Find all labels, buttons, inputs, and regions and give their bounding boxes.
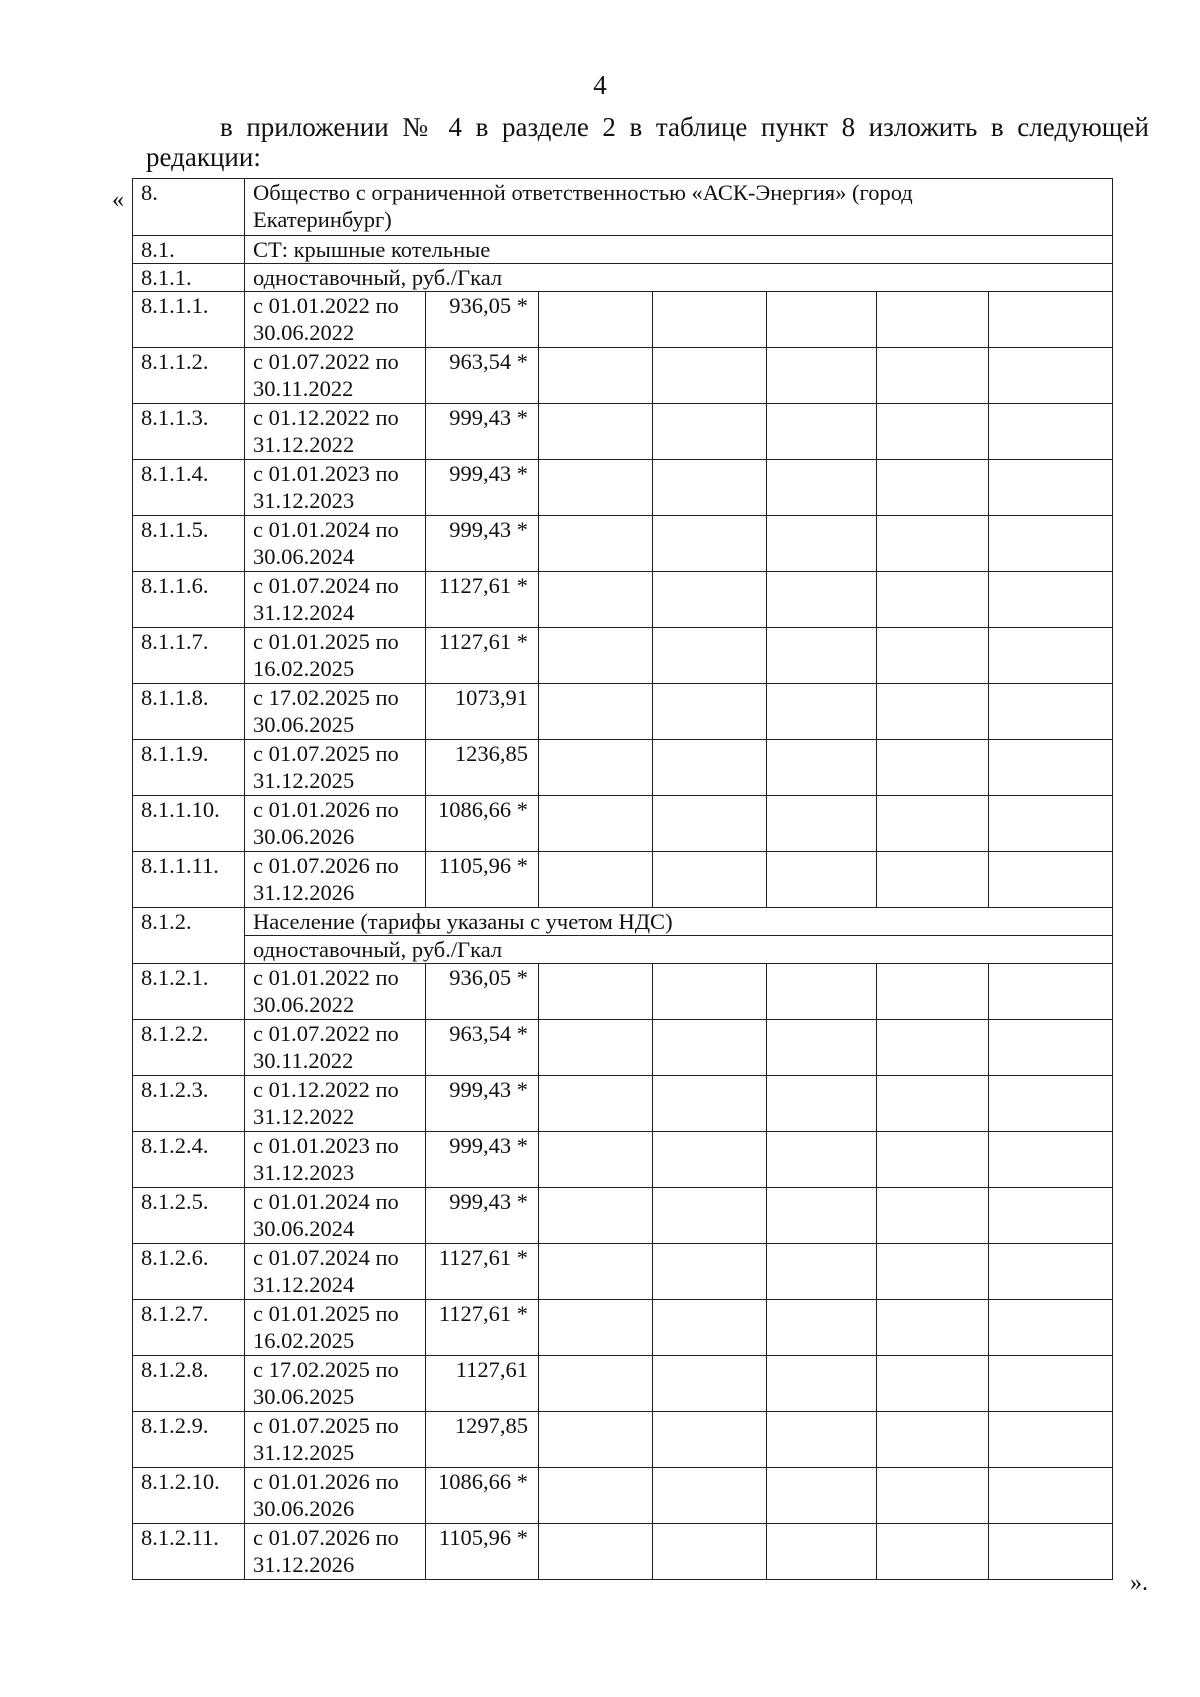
section-code: 8.1.2.	[133, 908, 245, 964]
row-code: 8.1.2.9.	[133, 1412, 245, 1468]
empty-cell	[877, 572, 989, 628]
row-code: 8.1.2.7.	[133, 1300, 245, 1356]
section-row	[133, 236, 1113, 264]
empty-cell	[989, 684, 1113, 740]
table-row	[133, 516, 1113, 572]
empty-cell	[653, 1132, 767, 1188]
row-code: 8.1.1.5.	[133, 516, 245, 572]
row-tariff-value: 999,43 *	[426, 1132, 539, 1188]
empty-cell	[767, 740, 877, 796]
empty-cell	[877, 684, 989, 740]
period-to: 30.06.2024	[253, 1216, 355, 1241]
row-tariff-value: 1127,61 *	[426, 1244, 539, 1300]
tariff-table	[132, 178, 1113, 1580]
period-to: 31.12.2023	[253, 488, 355, 513]
period-from: с 01.07.2024 по	[253, 573, 399, 598]
row-code: 8.1.1.7.	[133, 628, 245, 684]
row-code: 8.1.2.8.	[133, 1356, 245, 1412]
empty-cell	[539, 684, 653, 740]
empty-cell	[989, 1468, 1113, 1524]
empty-cell	[653, 1412, 767, 1468]
row-code: 8.1.2.2.	[133, 1020, 245, 1076]
period-to: 30.06.2025	[253, 1384, 355, 1409]
empty-cell	[767, 628, 877, 684]
period-to: 31.12.2025	[253, 1440, 355, 1465]
period-to: 30.06.2022	[253, 320, 355, 345]
empty-cell	[539, 1356, 653, 1412]
empty-cell	[877, 1244, 989, 1300]
row-code: 8.1.1.4.	[133, 460, 245, 516]
row-tariff-value: 1105,96 *	[426, 1524, 539, 1580]
row-tariff-value: 1127,61	[426, 1356, 539, 1412]
empty-cell	[989, 404, 1113, 460]
empty-cell	[539, 964, 653, 1020]
empty-cell	[539, 572, 653, 628]
empty-cell	[767, 292, 877, 348]
row-code: 8.1.2.10.	[133, 1468, 245, 1524]
period-to: 31.12.2023	[253, 1160, 355, 1185]
empty-cell	[539, 292, 653, 348]
row-period	[245, 1356, 426, 1412]
row-tariff-value: 1127,61 *	[426, 572, 539, 628]
row-period	[245, 964, 426, 1020]
row-tariff-value: 1086,66 *	[426, 1468, 539, 1524]
empty-cell	[877, 796, 989, 852]
empty-cell	[767, 684, 877, 740]
period-from: с 01.07.2022 по	[253, 349, 399, 374]
intro-paragraph: в приложении № 4 в разделе 2 в таблице пункт 8 изложить в следующей редакции:	[146, 112, 1149, 172]
org-name-line1: Общество с ограниченной ответственностью «АСК-Энергия» (город	[253, 180, 913, 205]
row-code: 8.1.2.6.	[133, 1244, 245, 1300]
row-code: 8.1.1.1.	[133, 292, 245, 348]
empty-cell	[877, 404, 989, 460]
table-row	[133, 1244, 1113, 1300]
empty-cell	[767, 964, 877, 1020]
empty-cell	[989, 292, 1113, 348]
empty-cell	[877, 292, 989, 348]
empty-cell	[653, 460, 767, 516]
row-tariff-value: 1073,91	[426, 684, 539, 740]
period-from: с 01.07.2025 по	[253, 741, 399, 766]
row-code: 8.1.1.6.	[133, 572, 245, 628]
empty-cell	[653, 796, 767, 852]
empty-cell	[539, 1188, 653, 1244]
table-row	[133, 1356, 1113, 1412]
row-tariff-value: 1297,85	[426, 1412, 539, 1468]
empty-cell	[989, 1020, 1113, 1076]
empty-cell	[767, 1300, 877, 1356]
empty-cell	[653, 740, 767, 796]
empty-cell	[767, 852, 877, 908]
empty-cell	[539, 740, 653, 796]
period-from: с 01.07.2026 по	[253, 853, 399, 878]
empty-cell	[877, 964, 989, 1020]
empty-cell	[877, 1132, 989, 1188]
subsection-row	[133, 936, 1113, 964]
empty-cell	[767, 1132, 877, 1188]
empty-cell	[877, 1020, 989, 1076]
subsection-title: одноставочный, руб./Гкал	[245, 264, 1113, 292]
period-from: с 01.07.2025 по	[253, 1413, 399, 1438]
empty-cell	[989, 1300, 1113, 1356]
row-tariff-value: 999,43 *	[426, 460, 539, 516]
period-from: с 01.01.2024 по	[253, 1189, 399, 1214]
row-code: 8.1.2.4.	[133, 1132, 245, 1188]
row-code: 8.1.1.10.	[133, 796, 245, 852]
section-title: Население (тарифы указаны с учетом НДС)	[245, 908, 1113, 936]
period-to: 31.12.2026	[253, 880, 355, 905]
row-tariff-value: 999,43 *	[426, 516, 539, 572]
empty-cell	[877, 460, 989, 516]
org-name	[245, 179, 1113, 236]
empty-cell	[767, 516, 877, 572]
table-row	[133, 1132, 1113, 1188]
period-from: с 01.07.2022 по	[253, 1021, 399, 1046]
table-row	[133, 684, 1113, 740]
empty-cell	[767, 572, 877, 628]
row-tariff-value: 999,43 *	[426, 404, 539, 460]
empty-cell	[767, 1020, 877, 1076]
row-period	[245, 1076, 426, 1132]
section-code: 8.1.	[133, 236, 245, 264]
period-to: 30.11.2022	[253, 376, 354, 401]
period-to: 30.06.2026	[253, 1496, 355, 1521]
row-period	[245, 404, 426, 460]
table-row	[133, 1412, 1113, 1468]
row-tariff-value: 999,43 *	[426, 1188, 539, 1244]
empty-cell	[989, 516, 1113, 572]
period-from: с 01.12.2022 по	[253, 405, 399, 430]
empty-cell	[539, 1524, 653, 1580]
empty-cell	[653, 1076, 767, 1132]
row-tariff-value: 963,54 *	[426, 348, 539, 404]
period-from: с 17.02.2025 по	[253, 685, 399, 710]
period-to: 31.12.2022	[253, 1104, 355, 1129]
empty-cell	[539, 348, 653, 404]
empty-cell	[653, 1468, 767, 1524]
table-row	[133, 1020, 1113, 1076]
empty-cell	[539, 1300, 653, 1356]
row-tariff-value: 1236,85	[426, 740, 539, 796]
row-period	[245, 1020, 426, 1076]
row-period	[245, 1524, 426, 1580]
row-period	[245, 516, 426, 572]
table-row	[133, 460, 1113, 516]
empty-cell	[989, 1244, 1113, 1300]
empty-cell	[989, 964, 1113, 1020]
table-row	[133, 404, 1113, 460]
row-tariff-value: 1127,61 *	[426, 1300, 539, 1356]
empty-cell	[539, 628, 653, 684]
period-from: с 01.01.2026 по	[253, 797, 399, 822]
empty-cell	[767, 1524, 877, 1580]
empty-cell	[539, 1468, 653, 1524]
row-tariff-value: 999,43 *	[426, 1076, 539, 1132]
empty-cell	[989, 1132, 1113, 1188]
empty-cell	[653, 1356, 767, 1412]
empty-cell	[653, 684, 767, 740]
empty-cell	[989, 1412, 1113, 1468]
row-code: 8.1.2.1.	[133, 964, 245, 1020]
empty-cell	[653, 292, 767, 348]
empty-cell	[989, 460, 1113, 516]
empty-cell	[767, 1468, 877, 1524]
empty-cell	[653, 1244, 767, 1300]
empty-cell	[653, 1300, 767, 1356]
row-period	[245, 1244, 426, 1300]
empty-cell	[539, 1020, 653, 1076]
table-row	[133, 292, 1113, 348]
period-to: 31.12.2026	[253, 1552, 355, 1577]
period-from: с 01.01.2023 по	[253, 1133, 399, 1158]
empty-cell	[989, 1356, 1113, 1412]
org-row	[133, 179, 1113, 236]
period-from: с 01.01.2025 по	[253, 1301, 399, 1326]
row-tariff-value: 1105,96 *	[426, 852, 539, 908]
table-row	[133, 628, 1113, 684]
empty-cell	[653, 348, 767, 404]
empty-cell	[539, 852, 653, 908]
empty-cell	[877, 1524, 989, 1580]
period-from: с 01.01.2022 по	[253, 965, 399, 990]
subsection-row	[133, 264, 1113, 292]
row-period	[245, 1188, 426, 1244]
period-from: с 01.07.2024 по	[253, 1245, 399, 1270]
open-quote: «	[112, 187, 124, 213]
row-period	[245, 1132, 426, 1188]
empty-cell	[653, 516, 767, 572]
table-row	[133, 1188, 1113, 1244]
row-period	[245, 684, 426, 740]
row-period	[245, 1412, 426, 1468]
empty-cell	[989, 348, 1113, 404]
empty-cell	[767, 348, 877, 404]
empty-cell	[877, 852, 989, 908]
empty-cell	[767, 1412, 877, 1468]
period-to: 16.02.2025	[253, 656, 355, 681]
empty-cell	[877, 1300, 989, 1356]
empty-cell	[877, 628, 989, 684]
empty-cell	[539, 460, 653, 516]
period-to: 30.11.2022	[253, 1048, 354, 1073]
empty-cell	[989, 628, 1113, 684]
period-from: с 17.02.2025 по	[253, 1357, 399, 1382]
row-code: 8.1.2.3.	[133, 1076, 245, 1132]
empty-cell	[989, 1188, 1113, 1244]
empty-cell	[539, 516, 653, 572]
period-to: 31.12.2024	[253, 1272, 355, 1297]
row-code: 8.1.1.11.	[133, 852, 245, 908]
empty-cell	[877, 1076, 989, 1132]
table-row	[133, 964, 1113, 1020]
empty-cell	[877, 1356, 989, 1412]
close-quote: ».	[1130, 1570, 1148, 1596]
period-from: с 01.07.2026 по	[253, 1525, 399, 1550]
period-from: с 01.01.2022 по	[253, 293, 399, 318]
page-number: 4	[593, 70, 607, 100]
period-to: 31.12.2024	[253, 600, 355, 625]
period-to: 30.06.2026	[253, 824, 355, 849]
empty-cell	[989, 1524, 1113, 1580]
empty-cell	[989, 1076, 1113, 1132]
empty-cell	[653, 1524, 767, 1580]
empty-cell	[767, 796, 877, 852]
period-from: с 01.01.2025 по	[253, 629, 399, 654]
empty-cell	[539, 1076, 653, 1132]
empty-cell	[653, 404, 767, 460]
row-period	[245, 796, 426, 852]
table-row	[133, 852, 1113, 908]
row-code: 8.1.1.8.	[133, 684, 245, 740]
table-row	[133, 1468, 1113, 1524]
period-to: 16.02.2025	[253, 1328, 355, 1353]
row-code: 8.1.1.3.	[133, 404, 245, 460]
empty-cell	[653, 1188, 767, 1244]
row-tariff-value: 1086,66 *	[426, 796, 539, 852]
row-code: 8.1.2.11.	[133, 1524, 245, 1580]
period-to: 30.06.2025	[253, 712, 355, 737]
empty-cell	[877, 1188, 989, 1244]
tariff-table-body	[133, 179, 1113, 1580]
row-period	[245, 348, 426, 404]
section-title: СТ: крышные котельные	[245, 236, 1113, 264]
empty-cell	[767, 460, 877, 516]
empty-cell	[877, 516, 989, 572]
empty-cell	[653, 628, 767, 684]
empty-cell	[539, 1412, 653, 1468]
subsection-title: одноставочный, руб./Гкал	[245, 936, 1113, 964]
row-tariff-value: 936,05 *	[426, 964, 539, 1020]
section-row	[133, 908, 1113, 936]
empty-cell	[877, 1412, 989, 1468]
row-tariff-value: 936,05 *	[426, 292, 539, 348]
empty-cell	[767, 1244, 877, 1300]
row-tariff-value: 963,54 *	[426, 1020, 539, 1076]
table-row	[133, 796, 1113, 852]
empty-cell	[767, 404, 877, 460]
row-period	[245, 740, 426, 796]
period-from: с 01.01.2023 по	[253, 461, 399, 486]
row-period	[245, 1300, 426, 1356]
row-period	[245, 852, 426, 908]
empty-cell	[877, 1468, 989, 1524]
org-code: 8.	[133, 179, 245, 236]
empty-cell	[767, 1076, 877, 1132]
subsection-code: 8.1.1.	[133, 264, 245, 292]
period-from: с 01.12.2022 по	[253, 1077, 399, 1102]
empty-cell	[539, 1244, 653, 1300]
empty-cell	[767, 1356, 877, 1412]
org-name-line2: Екатеринбург)	[253, 207, 392, 232]
empty-cell	[653, 572, 767, 628]
row-period	[245, 292, 426, 348]
row-period	[245, 1468, 426, 1524]
empty-cell	[989, 740, 1113, 796]
row-code: 8.1.1.2.	[133, 348, 245, 404]
empty-cell	[877, 740, 989, 796]
empty-cell	[653, 964, 767, 1020]
empty-cell	[653, 1020, 767, 1076]
table-row	[133, 1300, 1113, 1356]
period-to: 31.12.2025	[253, 768, 355, 793]
row-period	[245, 628, 426, 684]
empty-cell	[767, 1188, 877, 1244]
period-from: с 01.01.2026 по	[253, 1469, 399, 1494]
table-row	[133, 740, 1113, 796]
table-row	[133, 1076, 1113, 1132]
table-row	[133, 348, 1113, 404]
row-code: 8.1.1.9.	[133, 740, 245, 796]
empty-cell	[539, 404, 653, 460]
empty-cell	[539, 796, 653, 852]
period-to: 30.06.2022	[253, 992, 355, 1017]
period-from: с 01.01.2024 по	[253, 517, 399, 542]
row-code: 8.1.2.5.	[133, 1188, 245, 1244]
empty-cell	[989, 852, 1113, 908]
row-period	[245, 572, 426, 628]
empty-cell	[989, 572, 1113, 628]
table-row	[133, 572, 1113, 628]
row-tariff-value: 1127,61 *	[426, 628, 539, 684]
empty-cell	[653, 852, 767, 908]
empty-cell	[539, 1132, 653, 1188]
empty-cell	[877, 348, 989, 404]
period-to: 31.12.2022	[253, 432, 355, 457]
period-to: 30.06.2024	[253, 544, 355, 569]
empty-cell	[989, 796, 1113, 852]
table-row	[133, 1524, 1113, 1580]
row-period	[245, 460, 426, 516]
